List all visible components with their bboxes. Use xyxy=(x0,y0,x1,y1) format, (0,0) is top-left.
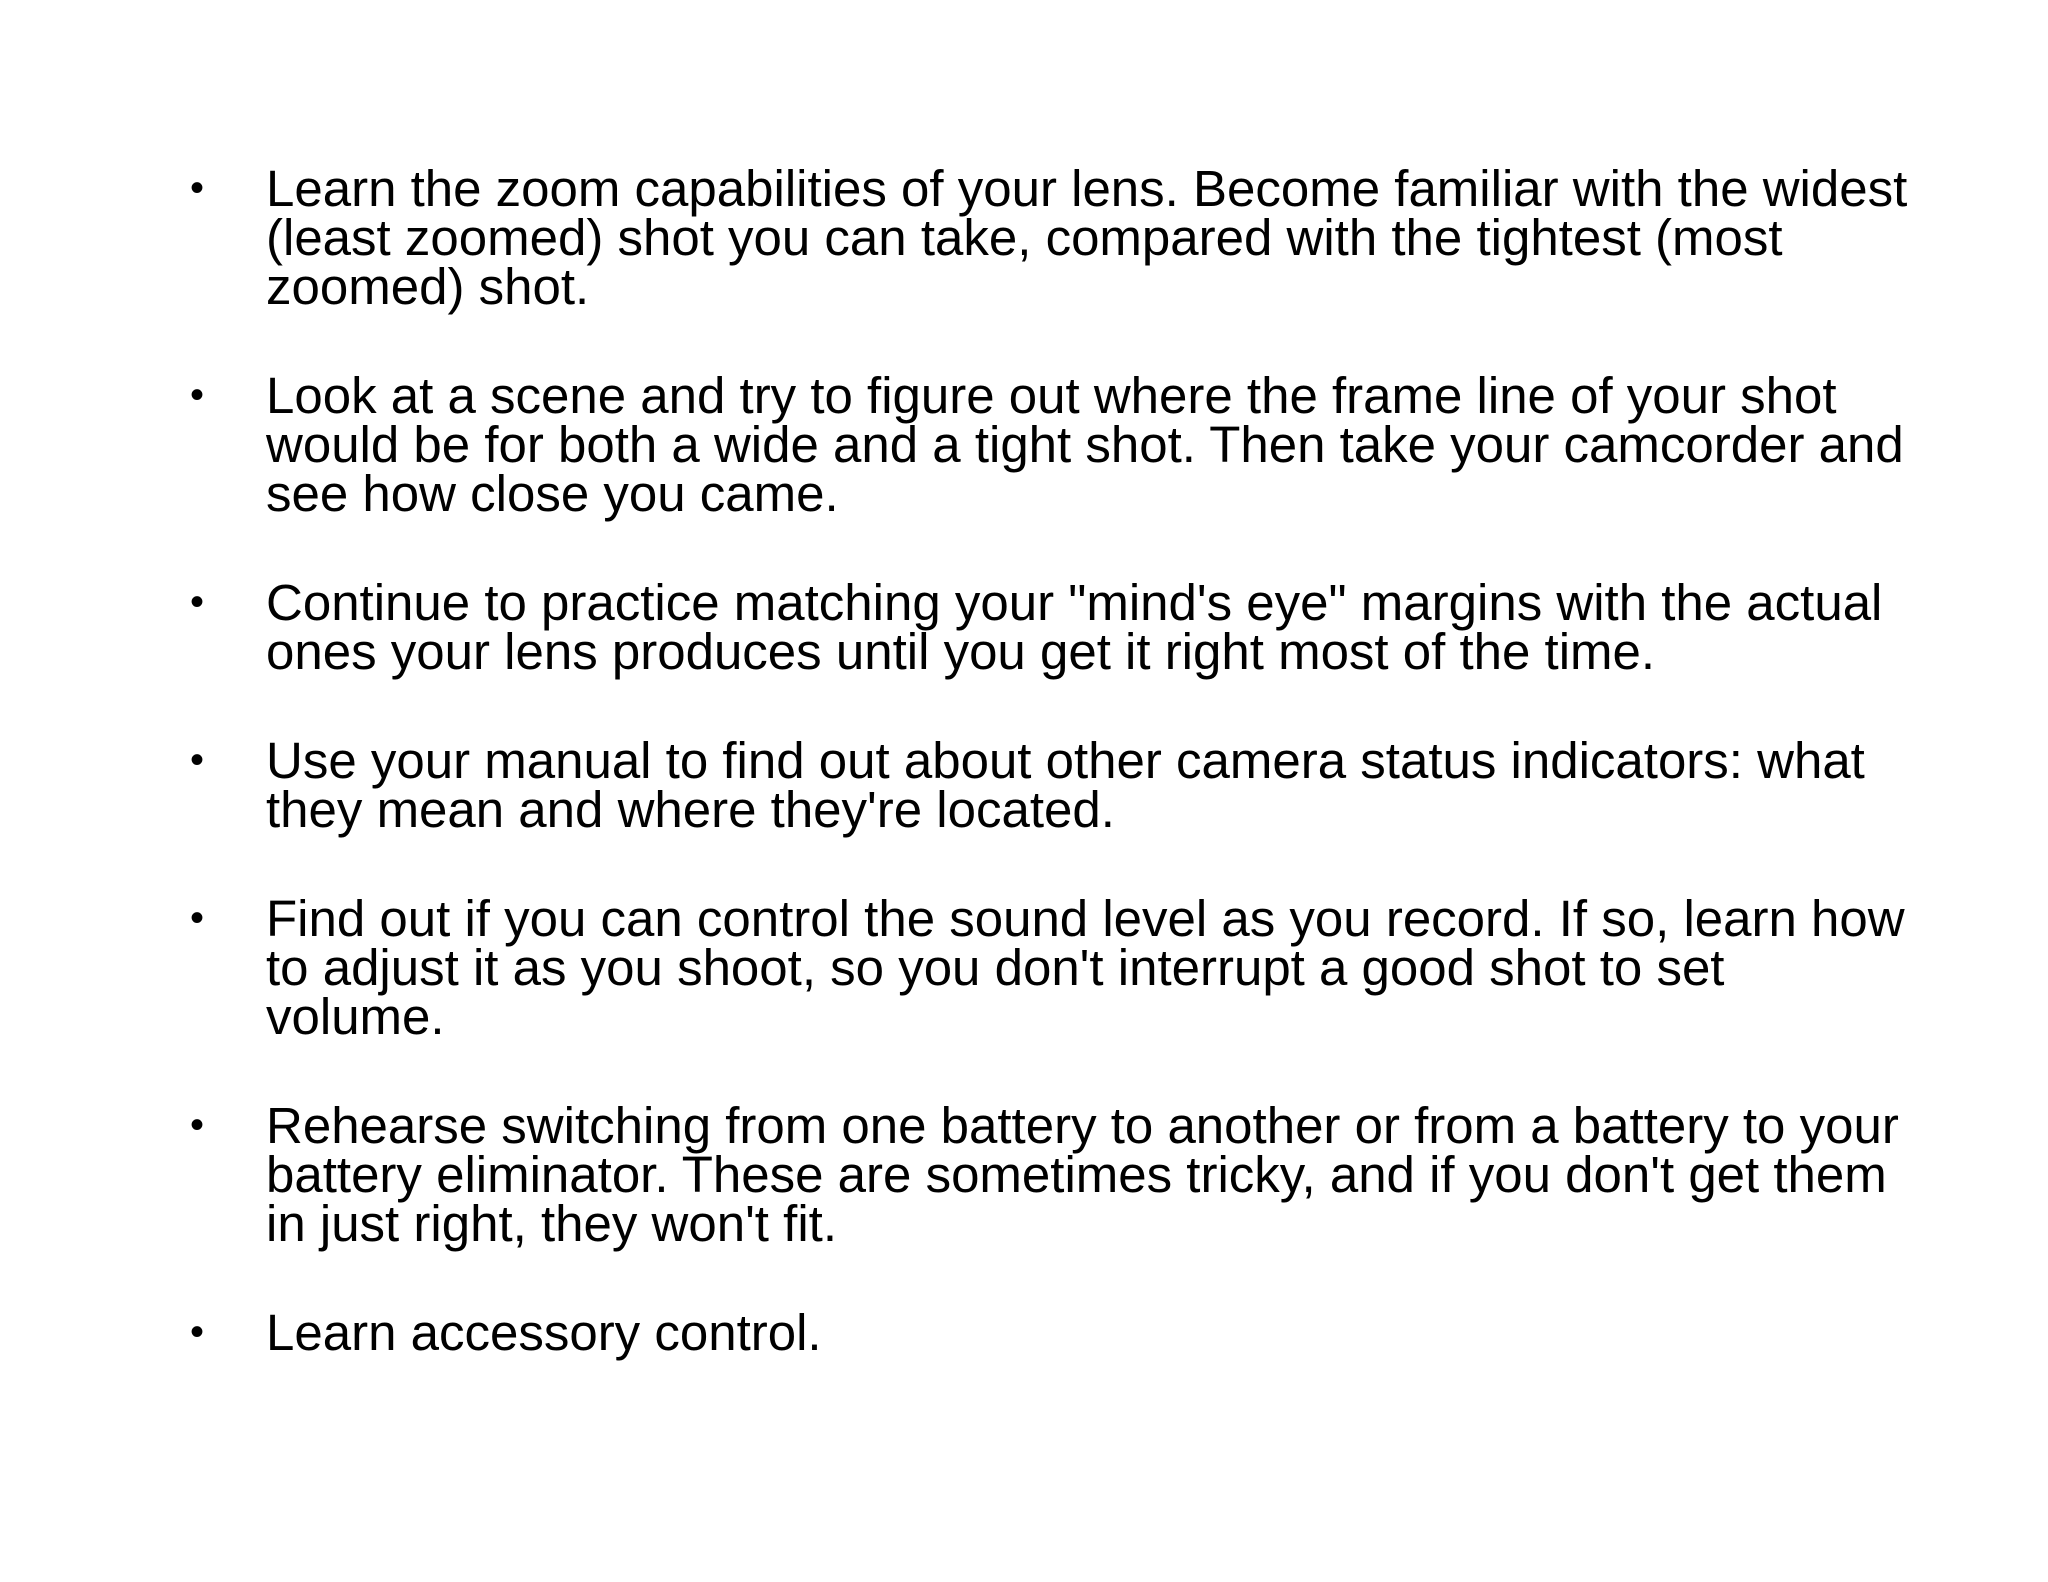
list-item-text: Find out if you can control the sound level as you record. If so, learn how to adjust it as you shoot, so you don't interrupt a good shot to set volume. xyxy=(266,890,1905,1045)
tips-bullet-list xyxy=(190,160,1910,1417)
bullet-icon: • xyxy=(190,166,205,210)
bullet-icon: • xyxy=(190,580,205,624)
list-item xyxy=(190,367,1910,522)
list-item-text: Continue to practice matching your "mind's eye" margins with the actual ones your lens produces until you get it right most of the time. xyxy=(266,574,1883,680)
bullet-icon: • xyxy=(190,1310,205,1354)
bullet-icon: • xyxy=(190,896,205,940)
list-item-text: Learn accessory control. xyxy=(266,1304,822,1361)
bullet-icon: • xyxy=(190,738,205,782)
list-item-text: Look at a scene and try to figure out where the frame line of your shot would be for both a wide and a tight shot. Then take your camcorder and see how close you came. xyxy=(266,367,1904,522)
list-item xyxy=(190,732,1910,838)
list-item xyxy=(190,1304,1910,1361)
list-item xyxy=(190,1097,1910,1252)
list-item-text: Learn the zoom capabilities of your lens. Become familiar with the widest (least zoomed) shot you can take, compared with the tightest (most zoomed) shot. xyxy=(266,160,1908,315)
list-item-text: Rehearse switching from one battery to another or from a battery to your battery eliminator. These are sometimes tricky, and if you don't get them in just right, they won't fit. xyxy=(266,1097,1899,1252)
list-item xyxy=(190,160,1910,315)
bullet-icon: • xyxy=(190,373,205,417)
list-item xyxy=(190,890,1910,1045)
list-item-text: Use your manual to find out about other camera status indicators: what they mean and where they're located. xyxy=(266,732,1865,838)
list-item xyxy=(190,574,1910,680)
bullet-icon: • xyxy=(190,1103,205,1147)
